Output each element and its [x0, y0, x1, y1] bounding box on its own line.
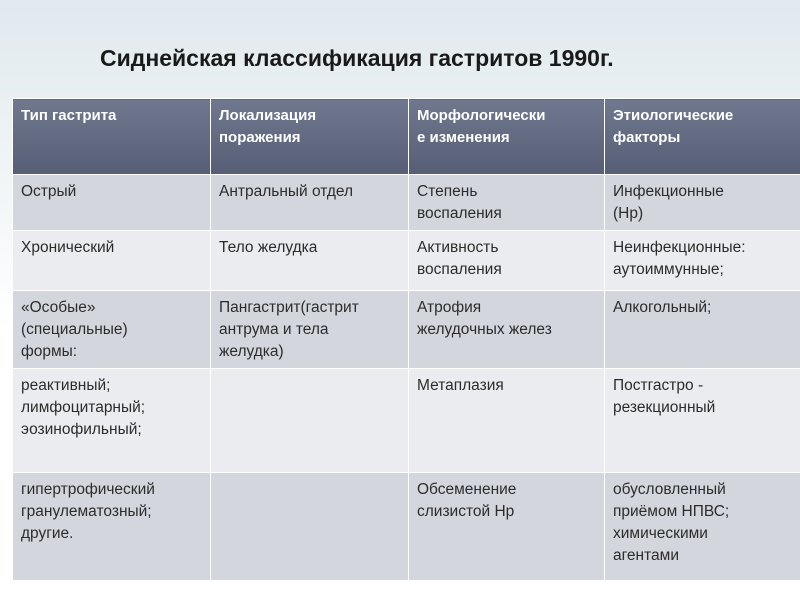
cell-etiology: [605, 231, 800, 291]
cell-localization: [211, 231, 409, 291]
cell-line: аутоиммунные;: [613, 261, 724, 278]
cell-line: Метаплазия: [417, 377, 504, 394]
cell-line: Атрофия: [417, 299, 482, 316]
cell-etiology: [605, 473, 800, 581]
cell-morphology: [409, 175, 605, 231]
header-morphology: [409, 99, 605, 175]
classification-table: [12, 98, 800, 581]
cell-line: Степень: [417, 183, 478, 200]
cell-gastritis-type: [13, 231, 211, 291]
cell-line: гранулематозный;: [21, 503, 152, 520]
cell-gastritis-type: [13, 291, 211, 369]
cell-line: «Особые»: [21, 299, 96, 316]
table-header-row: [13, 99, 800, 175]
cell-line: желудочных желез: [417, 321, 552, 338]
cell-morphology: [409, 291, 605, 369]
cell-localization-empty: [211, 369, 409, 473]
cell-line: слизистой Hp: [417, 503, 515, 520]
header-line: Морфологически: [417, 107, 546, 124]
cell-line: другие.: [21, 525, 74, 542]
cell-morphology: [409, 231, 605, 291]
header-line: Локализация: [219, 107, 317, 124]
cell-line: Острый: [21, 183, 77, 200]
header-gastritis-type: [13, 99, 211, 175]
cell-etiology: [605, 369, 800, 473]
cell-line: Активность: [417, 239, 499, 256]
slide-title: Сиднейская классификация гастритов 1990г.: [100, 45, 614, 71]
cell-gastritis-type: [13, 175, 211, 231]
table-row: [13, 369, 800, 473]
header-line: Тип гастрита: [21, 107, 117, 124]
cell-line: Антральный отдел: [219, 183, 354, 200]
cell-line: реактивный;: [21, 377, 111, 394]
cell-line: (специальные): [21, 321, 128, 338]
header-etiology: [605, 99, 800, 175]
cell-line: обусловленный: [613, 481, 726, 498]
cell-gastritis-type: [13, 369, 211, 473]
cell-line: воспаления: [417, 205, 502, 222]
cell-line: химическими: [613, 525, 708, 542]
cell-line: Пангастрит(гастрит: [219, 299, 359, 316]
header-line: факторы: [613, 129, 681, 146]
cell-line: Обсеменение: [417, 481, 517, 498]
cell-localization-empty: [211, 473, 409, 581]
cell-line: воспаления: [417, 261, 502, 278]
cell-line: агентами: [613, 547, 679, 564]
cell-line: эозинофильный;: [21, 421, 142, 438]
header-line: поражения: [219, 129, 301, 146]
cell-line: лимфоцитарный;: [21, 399, 146, 416]
table-row: [13, 473, 800, 581]
cell-line: желудка): [219, 343, 284, 360]
cell-line: приёмом НПВС;: [613, 503, 730, 520]
header-line: е изменения: [417, 129, 510, 146]
table-row: [13, 291, 800, 369]
cell-morphology: [409, 369, 605, 473]
cell-line: Постгастро -: [613, 377, 704, 394]
cell-line: формы:: [21, 343, 78, 360]
header-line: Этиологические: [613, 107, 734, 124]
cell-line: резекционный: [613, 399, 716, 416]
cell-line: (Hp): [613, 205, 644, 222]
cell-line: Хронический: [21, 239, 115, 256]
table-row: [13, 231, 800, 291]
cell-line: Инфекционные: [613, 183, 724, 200]
cell-gastritis-type: [13, 473, 211, 581]
table-row: [13, 175, 800, 231]
cell-etiology: [605, 175, 800, 231]
cell-line: Неинфекционные:: [613, 239, 746, 256]
header-localization: [211, 99, 409, 175]
cell-line: Тело желудка: [219, 239, 318, 256]
cell-etiology: [605, 291, 800, 369]
cell-morphology: [409, 473, 605, 581]
cell-localization: [211, 291, 409, 369]
cell-line: антрума и тела: [219, 321, 329, 338]
cell-line: гипертрофический: [21, 481, 155, 498]
cell-line: Алкогольный;: [613, 299, 712, 316]
cell-localization: [211, 175, 409, 231]
